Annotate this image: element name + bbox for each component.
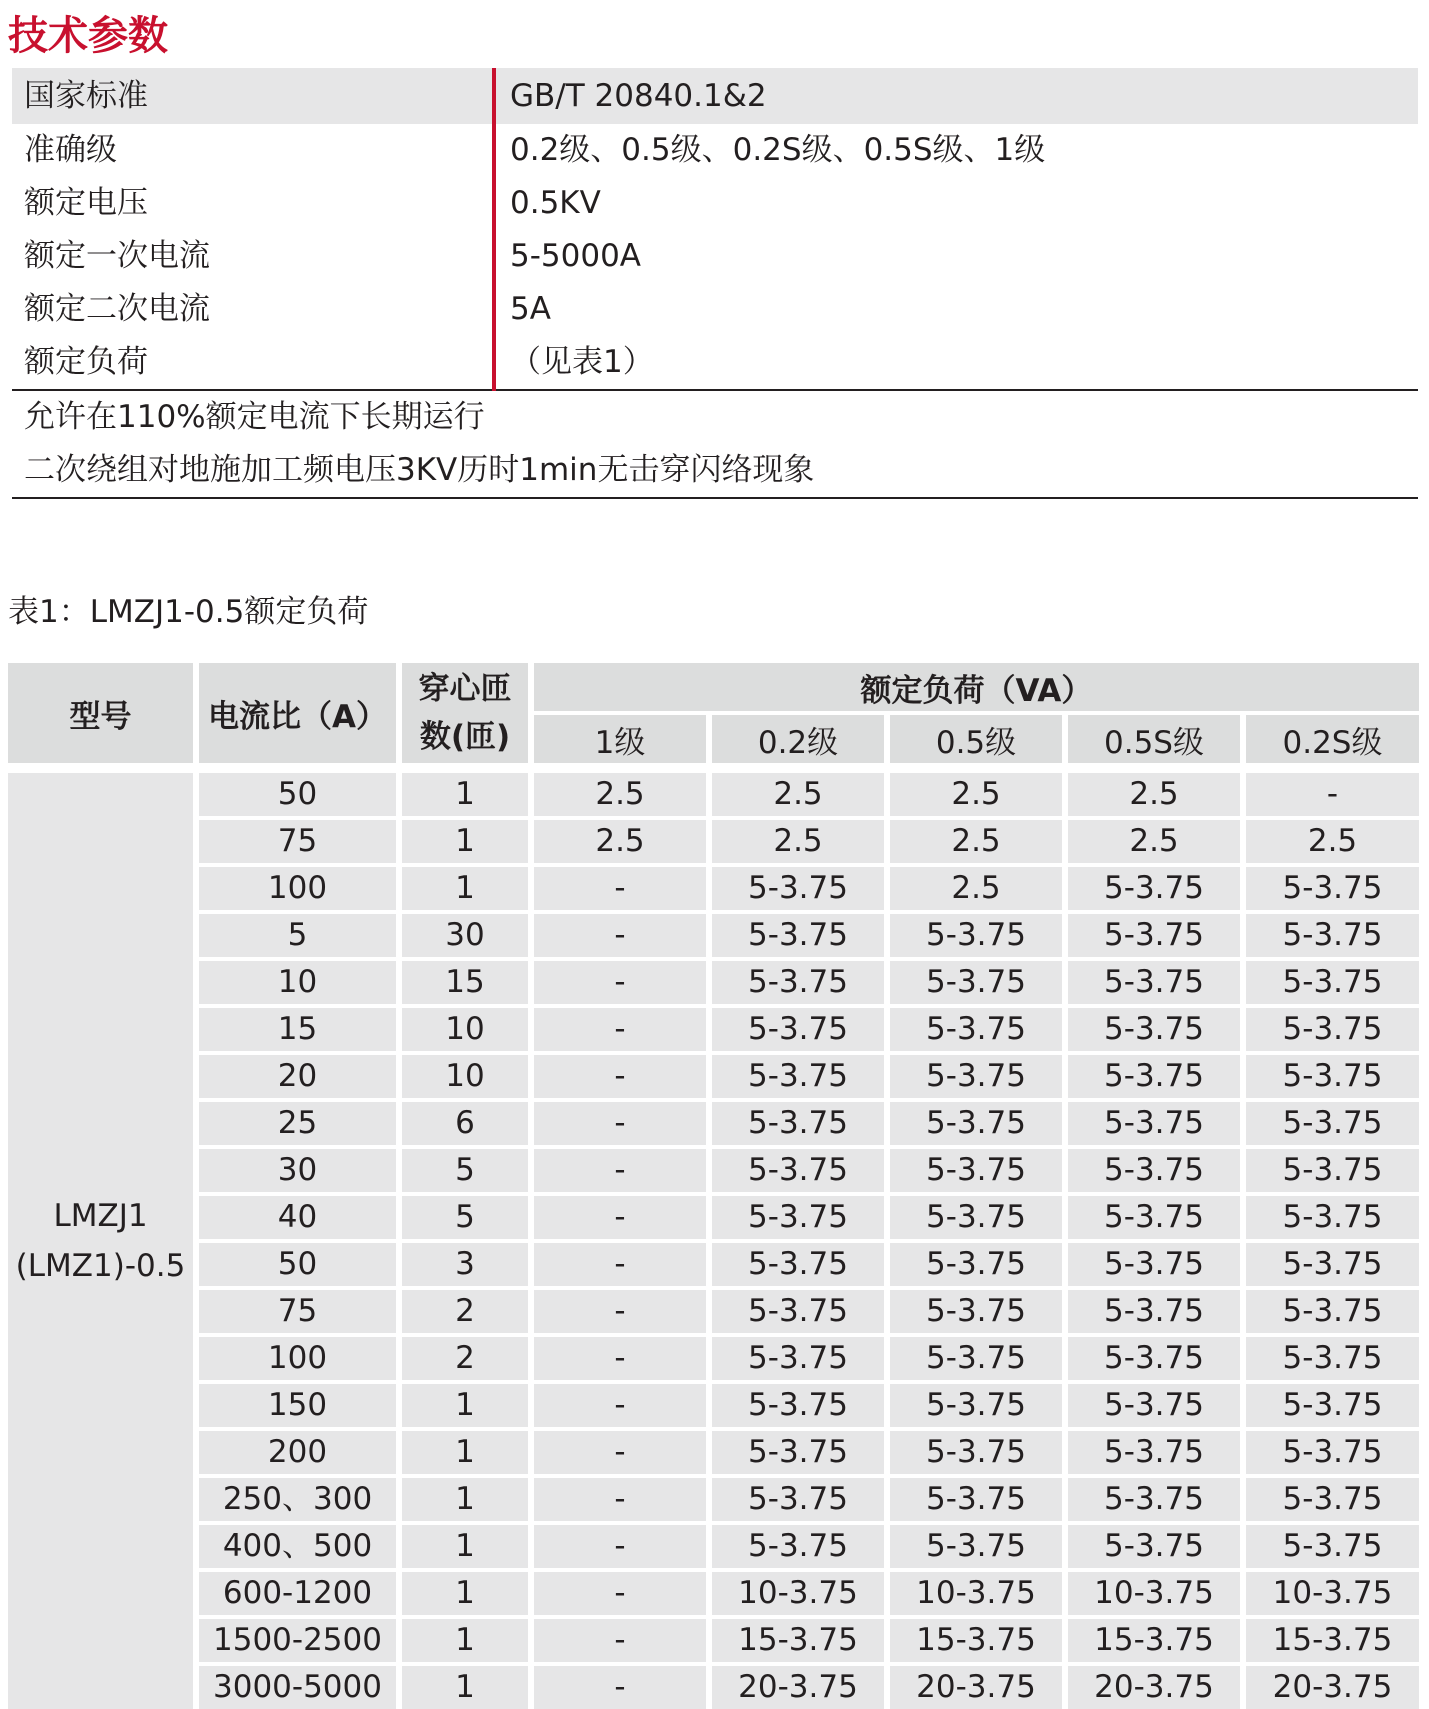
class-0-5-cell: 5-3.75 (890, 1521, 1062, 1568)
class-0-2-cell: 5-3.75 (712, 910, 884, 957)
header-turns (402, 663, 528, 763)
class-0-2s-cell: 5-3.75 (1246, 1474, 1419, 1521)
class-0-5-cell: 5-3.75 (890, 1192, 1062, 1239)
class-0-5-cell: 2.5 (890, 816, 1062, 863)
ratio-cell: 200 (199, 1427, 396, 1474)
spec-label: 准确级 (24, 132, 117, 168)
class-0-2-cell: 5-3.75 (712, 1286, 884, 1333)
ratio-cell: 100 (199, 863, 396, 910)
header-class-0-2s: 0.2S级 (1246, 711, 1419, 763)
table-row (8, 1286, 1419, 1333)
table-row (8, 1474, 1419, 1521)
table-row (8, 1333, 1419, 1380)
class-0-5s-cell: 5-3.75 (1068, 1474, 1240, 1521)
class-1-cell: - (534, 1098, 706, 1145)
class-1-cell: 2.5 (534, 763, 706, 816)
class-0-5-cell: 5-3.75 (890, 1333, 1062, 1380)
header-rated-load: 额定负荷（VA） (534, 663, 1419, 711)
header-turns-line2: 数(匝) (419, 719, 511, 755)
class-0-5-cell: 10-3.75 (890, 1568, 1062, 1615)
class-1-cell: - (534, 1568, 706, 1615)
model-cell (8, 763, 193, 1709)
class-0-2s-cell: 5-3.75 (1246, 1051, 1419, 1098)
spec-row (12, 336, 1418, 390)
class-0-2-cell: 5-3.75 (712, 1239, 884, 1286)
turns-cell: 1 (402, 1662, 528, 1709)
ratio-cell: 25 (199, 1098, 396, 1145)
class-0-2-cell: 20-3.75 (712, 1662, 884, 1709)
class-0-5-cell: 2.5 (890, 763, 1062, 816)
class-0-5s-cell: 5-3.75 (1068, 1145, 1240, 1192)
turns-cell: 1 (402, 1474, 528, 1521)
table-caption: 表1：LMZJ1-0.5额定负荷 (8, 594, 369, 630)
class-0-5s-cell: 5-3.75 (1068, 1521, 1240, 1568)
class-1-cell: - (534, 1192, 706, 1239)
class-0-2s-cell: 10-3.75 (1246, 1568, 1419, 1615)
turns-cell: 3 (402, 1239, 528, 1286)
table-row (8, 1662, 1419, 1709)
class-0-5s-cell: 5-3.75 (1068, 863, 1240, 910)
table-row (8, 1521, 1419, 1568)
spec-label: 额定负荷 (12, 336, 494, 390)
class-0-2-cell: 5-3.75 (712, 1004, 884, 1051)
header-ratio: 电流比（A） (199, 663, 396, 763)
class-1-cell: - (534, 1380, 706, 1427)
class-0-2s-cell: 5-3.75 (1246, 910, 1419, 957)
spec-note-row (12, 390, 1418, 444)
table-row (8, 1098, 1419, 1145)
class-0-5-cell: 5-3.75 (890, 1051, 1062, 1098)
turns-cell: 1 (402, 1521, 528, 1568)
class-0-2-cell: 5-3.75 (712, 957, 884, 1004)
ratio-cell: 75 (199, 816, 396, 863)
class-0-2-cell: 10-3.75 (712, 1568, 884, 1615)
table-row (8, 763, 1419, 816)
class-0-2s-cell: 20-3.75 (1246, 1662, 1419, 1709)
class-0-5-cell: 5-3.75 (890, 1098, 1062, 1145)
ratio-cell: 250、300 (199, 1474, 396, 1521)
class-0-2-cell: 5-3.75 (712, 1521, 884, 1568)
turns-cell: 30 (402, 910, 528, 957)
class-0-5-cell: 5-3.75 (890, 1380, 1062, 1427)
class-0-5s-cell: 5-3.75 (1068, 957, 1240, 1004)
header-model: 型号 (8, 663, 193, 763)
class-1-cell: - (534, 1615, 706, 1662)
ratio-cell: 150 (199, 1380, 396, 1427)
table-row (8, 1380, 1419, 1427)
model-line2: (LMZ1)-0.5 (15, 1248, 186, 1284)
header-class-0-2: 0.2级 (712, 711, 884, 763)
ratio-cell: 15 (199, 1004, 396, 1051)
ratio-cell: 40 (199, 1192, 396, 1239)
turns-cell: 2 (402, 1286, 528, 1333)
class-1-cell: - (534, 1004, 706, 1051)
class-0-5s-cell: 5-3.75 (1068, 1051, 1240, 1098)
header-class-0-5: 0.5级 (890, 711, 1062, 763)
spec-label: 额定电压 (24, 185, 148, 221)
class-0-2s-cell: 5-3.75 (1246, 1239, 1419, 1286)
class-0-5s-cell: 5-3.75 (1068, 1380, 1240, 1427)
class-1-cell: - (534, 1427, 706, 1474)
class-0-2s-cell: 5-3.75 (1246, 1098, 1419, 1145)
turns-cell: 6 (402, 1098, 528, 1145)
class-0-2s-cell: 5-3.75 (1246, 1145, 1419, 1192)
ratio-cell: 400、500 (199, 1521, 396, 1568)
class-0-2-cell: 5-3.75 (712, 1427, 884, 1474)
class-0-5s-cell: 20-3.75 (1068, 1662, 1240, 1709)
turns-cell: 1 (402, 763, 528, 816)
turns-cell: 1 (402, 1427, 528, 1474)
turns-cell: 10 (402, 1051, 528, 1098)
class-0-5s-cell: 2.5 (1068, 816, 1240, 863)
class-0-5-cell: 2.5 (890, 863, 1062, 910)
spec-value: 5-5000A (494, 230, 1418, 283)
model-line1: LMZJ1 (53, 1198, 148, 1234)
table-row (8, 957, 1419, 1004)
class-0-5-cell: 5-3.75 (890, 1145, 1062, 1192)
spec-value: （见表1） (494, 336, 1418, 390)
table-row (8, 1239, 1419, 1286)
class-0-5s-cell: 5-3.75 (1068, 1427, 1240, 1474)
table-row (8, 816, 1419, 863)
class-0-5s-cell: 2.5 (1068, 763, 1240, 816)
spec-row (12, 177, 1418, 230)
ratio-cell: 10 (199, 957, 396, 1004)
class-1-cell: - (534, 863, 706, 910)
class-0-2-cell: 5-3.75 (712, 1051, 884, 1098)
class-0-5s-cell: 5-3.75 (1068, 910, 1240, 957)
spec-row (12, 68, 1418, 124)
table-row (8, 1615, 1419, 1662)
class-1-cell: - (534, 1474, 706, 1521)
class-0-5s-cell: 5-3.75 (1068, 1239, 1240, 1286)
spec-note-row (12, 444, 1418, 498)
class-1-cell: - (534, 1333, 706, 1380)
class-0-2s-cell: 2.5 (1246, 816, 1419, 863)
turns-cell: 5 (402, 1192, 528, 1239)
class-0-2-cell: 5-3.75 (712, 1380, 884, 1427)
class-0-2-cell: 5-3.75 (712, 1098, 884, 1145)
table-row (8, 863, 1419, 910)
class-0-2s-cell: 5-3.75 (1246, 1427, 1419, 1474)
spec-value: 0.5KV (494, 177, 1418, 230)
page-title: 技术参数 (8, 13, 168, 59)
table-row (8, 1192, 1419, 1239)
class-0-2s-cell: 5-3.75 (1246, 1380, 1419, 1427)
class-0-5-cell: 5-3.75 (890, 1239, 1062, 1286)
class-0-2s-cell: 5-3.75 (1246, 1004, 1419, 1051)
spec-label: 额定一次电流 (24, 238, 210, 274)
spec-value: 5A (494, 283, 1418, 336)
spec-table (12, 68, 1418, 499)
class-0-2-cell: 2.5 (712, 763, 884, 816)
ratio-cell: 75 (199, 1286, 396, 1333)
ratio-cell: 3000-5000 (199, 1662, 396, 1709)
ratio-cell: 5 (199, 910, 396, 957)
header-class-1: 1级 (534, 711, 706, 763)
class-0-2s-cell: 15-3.75 (1246, 1615, 1419, 1662)
class-1-cell: - (534, 910, 706, 957)
class-0-5-cell: 5-3.75 (890, 1004, 1062, 1051)
class-1-cell: - (534, 1521, 706, 1568)
class-0-5s-cell: 5-3.75 (1068, 1333, 1240, 1380)
spec-label: 国家标准 (12, 68, 494, 124)
class-0-5-cell: 5-3.75 (890, 1286, 1062, 1333)
table-row (8, 1051, 1419, 1098)
table-row (8, 1004, 1419, 1051)
turns-cell: 15 (402, 957, 528, 1004)
table-row (8, 1145, 1419, 1192)
turns-cell: 5 (402, 1145, 528, 1192)
header-class-0-5s: 0.5S级 (1068, 711, 1240, 763)
spec-row (12, 124, 1418, 177)
class-0-2-cell: 5-3.75 (712, 1474, 884, 1521)
class-0-2-cell: 5-3.75 (712, 863, 884, 910)
class-0-5-cell: 5-3.75 (890, 1474, 1062, 1521)
class-0-5-cell: 5-3.75 (890, 1427, 1062, 1474)
ratio-cell: 1500-2500 (199, 1615, 396, 1662)
class-0-2s-cell: 5-3.75 (1246, 957, 1419, 1004)
ratio-cell: 50 (199, 763, 396, 816)
turns-cell: 1 (402, 1615, 528, 1662)
spec-value: GB/T 20840.1&2 (494, 68, 1418, 124)
class-0-2s-cell: 5-3.75 (1246, 1286, 1419, 1333)
rated-load-table (2, 663, 1425, 1709)
ratio-cell: 20 (199, 1051, 396, 1098)
turns-cell: 1 (402, 816, 528, 863)
class-0-5-cell: 5-3.75 (890, 910, 1062, 957)
turns-cell: 10 (402, 1004, 528, 1051)
spec-note: 允许在110%额定电流下长期运行 (24, 399, 485, 435)
turns-cell: 1 (402, 863, 528, 910)
class-1-cell: - (534, 1239, 706, 1286)
class-1-cell: - (534, 1051, 706, 1098)
class-1-cell: - (534, 1286, 706, 1333)
header-turns-line1: 穿心匝 (418, 671, 512, 707)
spec-row (12, 230, 1418, 283)
spec-value: 0.2级、0.5级、0.2S级、0.5S级、1级 (494, 124, 1418, 177)
class-0-2s-cell: 5-3.75 (1246, 1333, 1419, 1380)
class-0-2-cell: 5-3.75 (712, 1192, 884, 1239)
turns-cell: 2 (402, 1333, 528, 1380)
class-0-2-cell: 15-3.75 (712, 1615, 884, 1662)
class-0-5s-cell: 5-3.75 (1068, 1004, 1240, 1051)
table-row (8, 1568, 1419, 1615)
turns-cell: 1 (402, 1568, 528, 1615)
class-1-cell: - (534, 1662, 706, 1709)
ratio-cell: 30 (199, 1145, 396, 1192)
table-row (8, 1427, 1419, 1474)
class-0-2s-cell: 5-3.75 (1246, 863, 1419, 910)
class-0-5-cell: 5-3.75 (890, 957, 1062, 1004)
class-0-2s-cell: 5-3.75 (1246, 1521, 1419, 1568)
class-0-5s-cell: 5-3.75 (1068, 1286, 1240, 1333)
class-0-2-cell: 5-3.75 (712, 1145, 884, 1192)
spec-row (12, 283, 1418, 336)
ratio-cell: 100 (199, 1333, 396, 1380)
class-0-2-cell: 5-3.75 (712, 1333, 884, 1380)
turns-cell: 1 (402, 1380, 528, 1427)
class-1-cell: - (534, 957, 706, 1004)
ratio-cell: 50 (199, 1239, 396, 1286)
class-0-2s-cell: - (1246, 763, 1419, 816)
class-1-cell: 2.5 (534, 816, 706, 863)
spec-note: 二次绕组对地施加工频电压3KV历时1min无击穿闪络现象 (12, 444, 1418, 498)
class-0-5-cell: 20-3.75 (890, 1662, 1062, 1709)
table-row (8, 910, 1419, 957)
class-0-2-cell: 2.5 (712, 816, 884, 863)
class-0-5-cell: 15-3.75 (890, 1615, 1062, 1662)
class-0-5s-cell: 10-3.75 (1068, 1568, 1240, 1615)
class-0-5s-cell: 5-3.75 (1068, 1098, 1240, 1145)
class-0-5s-cell: 5-3.75 (1068, 1192, 1240, 1239)
ratio-cell: 600-1200 (199, 1568, 396, 1615)
class-1-cell: - (534, 1145, 706, 1192)
class-0-2s-cell: 5-3.75 (1246, 1192, 1419, 1239)
class-0-5s-cell: 15-3.75 (1068, 1615, 1240, 1662)
spec-label: 额定二次电流 (24, 291, 210, 327)
